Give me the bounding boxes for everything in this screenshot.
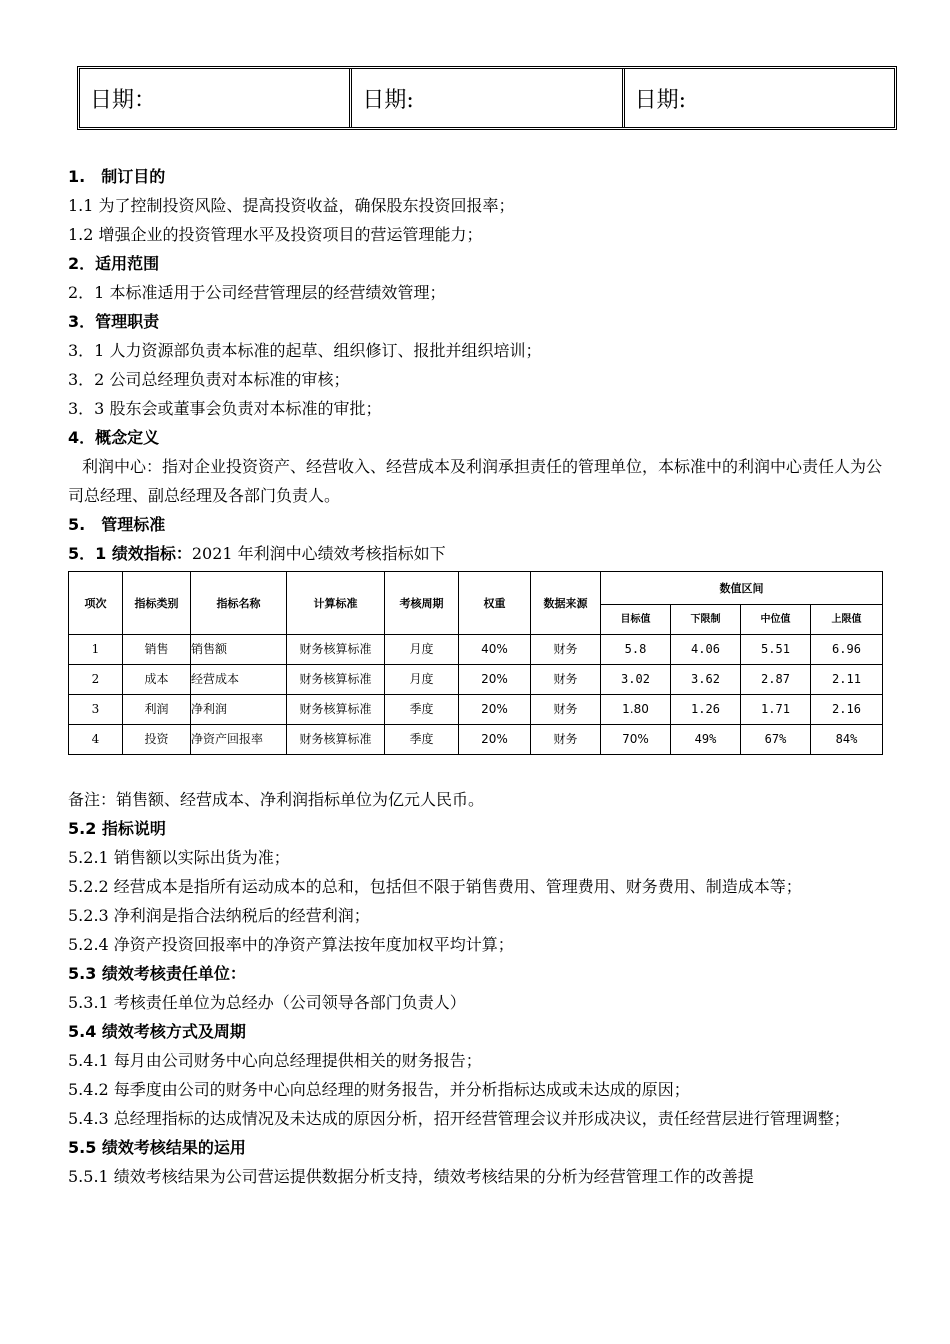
table-cell: 经营成本: [191, 665, 287, 695]
paragraph: 5.2.4 净资产投资回报率中的净资产算法按年度加权平均计算；: [68, 935, 514, 954]
date-cell-3: 日期:: [634, 87, 687, 113]
paragraph: 5.4.1 每月由公司财务中心向总经理提供相关的财务报告；: [68, 1051, 482, 1070]
table-cell: 投资: [123, 725, 191, 755]
table-cell: 财务核算标准: [287, 725, 385, 755]
paragraph: 5.2.2 经营成本是指所有运动成本的总和，包括但不限于销售费用、管理费用、财务费用、制造成本等；: [68, 877, 802, 896]
table-cell: 财务核算标准: [287, 635, 385, 665]
paragraph: 3．2 公司总经理负责对本标准的审核；: [68, 370, 350, 389]
table-cell: 月度: [385, 665, 459, 695]
table-cell: 净资产回报率: [191, 725, 287, 755]
table-row: [69, 635, 883, 665]
paragraph: 利润中心：指对企业投资资产、经营收入、经营成本及利润承担责任的管理单位，本标准中的利润中心责任人为公司总经理、副总经理及各部门负责人。: [68, 457, 883, 505]
date-cell-2: 日期:: [352, 69, 624, 127]
paragraph: 5.3.1 考核责任单位为总经办（公司领导各部门负责人）: [68, 993, 466, 1012]
subsection-5-1-label: 5．1 绩效指标：: [68, 544, 192, 563]
table-cell: 84%: [811, 725, 883, 755]
sub-header-cell: 上限值: [811, 605, 883, 635]
header-cell: 项次: [69, 572, 123, 635]
section-heading-4: 4．概念定义: [68, 428, 160, 447]
table-cell: 2.11: [811, 665, 883, 695]
section-heading-2: 2．适用范围: [68, 254, 160, 273]
section-heading-3: 3．管理职责: [68, 312, 160, 331]
table-cell: 3.62: [671, 665, 741, 695]
table-cell: 利润: [123, 695, 191, 725]
signature-date-table: [77, 66, 897, 130]
subsection-heading: 5.3 绩效考核责任单位：: [68, 964, 246, 983]
header-cell: 指标类别: [123, 572, 191, 635]
section-heading-5: 5. 管理标准: [68, 515, 166, 534]
section-heading-1: 1. 制订目的: [68, 167, 166, 186]
table-cell: 财务: [531, 635, 601, 665]
subsection-heading: 5.4 绩效考核方式及周期: [68, 1022, 246, 1041]
table-cell: 49%: [671, 725, 741, 755]
paragraph: 1.1 为了控制投资风险、提高投资收益，确保股东投资回报率；: [68, 196, 515, 215]
paragraph: 3．3 股东会或董事会负责对本标准的审批；: [68, 399, 382, 418]
sub-header-cell: 下限制: [671, 605, 741, 635]
paragraph: 5.4.3 总经理指标的达成情况及未达成的原因分析，招开经营管理会议并形成决议，责任经营层进行管理调整；: [68, 1109, 850, 1128]
table-row: [69, 665, 883, 695]
table-cell: 4.06: [671, 635, 741, 665]
paragraph: 2．1 本标准适用于公司经营管理层的经营绩效管理；: [68, 283, 446, 302]
table-cell: 6.96: [811, 635, 883, 665]
table-cell: 2.87: [741, 665, 811, 695]
subsection-heading: 5.2 指标说明: [68, 819, 166, 838]
header-cell: 数据来源: [531, 572, 601, 635]
table-cell: 5.8: [601, 635, 671, 665]
paragraph: 5.2.1 销售额以实际出货为准；: [68, 848, 290, 867]
table-cell: 财务: [531, 665, 601, 695]
subsection-5-1-text: 2021 年利润中心绩效考核指标如下: [191, 544, 446, 563]
table-cell: 70%: [601, 725, 671, 755]
table-cell: 20%: [459, 695, 531, 725]
table-cell: 3: [69, 695, 123, 725]
paragraph: 5.5.1 绩效考核结果为公司营运提供数据分析支持，绩效考核结果的分析为经营管理工作的改善提: [68, 1167, 754, 1186]
kpi-table: [68, 571, 883, 755]
table-cell: 财务核算标准: [287, 695, 385, 725]
header-cell: 计算标准: [287, 572, 385, 635]
table-cell: 财务核算标准: [287, 665, 385, 695]
table-row: [69, 725, 883, 755]
table-cell: 1.80: [601, 695, 671, 725]
table-cell: 2.16: [811, 695, 883, 725]
table-cell: 季度: [385, 695, 459, 725]
table-cell: 财务: [531, 695, 601, 725]
table-cell: 67%: [741, 725, 811, 755]
paragraph: 1.2 增强企业的投资管理水平及投资项目的营运管理能力；: [68, 225, 483, 244]
header-cell-range: 数值区间: [601, 572, 883, 605]
subsection-5-1: [68, 539, 886, 568]
table-cell: 20%: [459, 725, 531, 755]
date-cell-1: 日期：: [80, 69, 352, 127]
table-cell: 财务: [531, 725, 601, 755]
header-cell: 指标名称: [191, 572, 287, 635]
table-row: [69, 695, 883, 725]
paragraph: 3．1 人力资源部负责本标准的起草、组织修订、报批并组织培训；: [68, 341, 542, 360]
paragraph: 5.2.3 净利润是指合法纳税后的经营利润；: [68, 906, 370, 925]
header-cell: 考核周期: [385, 572, 459, 635]
table-cell: 5.51: [741, 635, 811, 665]
table-cell: 季度: [385, 725, 459, 755]
table-note: 备注：销售额、经营成本、净利润指标单位为亿元人民币。: [68, 790, 485, 809]
table-cell: 月度: [385, 635, 459, 665]
table-cell: 销售: [123, 635, 191, 665]
table-cell: 20%: [459, 665, 531, 695]
table-cell: 40%: [459, 635, 531, 665]
header-cell: 权重: [459, 572, 531, 635]
table-cell: 1.26: [671, 695, 741, 725]
table-cell: 1: [69, 635, 123, 665]
subsection-heading: 5.5 绩效考核结果的运用: [68, 1138, 246, 1157]
table-cell: 3.02: [601, 665, 671, 695]
sub-header-cell: 中位值: [741, 605, 811, 635]
table-cell: 成本: [123, 665, 191, 695]
table-cell: 4: [69, 725, 123, 755]
document-body: [68, 162, 886, 1191]
sub-header-cell: 目标值: [601, 605, 671, 635]
table-cell: 2: [69, 665, 123, 695]
table-cell: 销售额: [191, 635, 287, 665]
paragraph: 5.4.2 每季度由公司的财务中心向总经理的财务报告，并分析指标达成或未达成的原因；: [68, 1080, 690, 1099]
table-cell: 净利润: [191, 695, 287, 725]
table-cell: 1.71: [741, 695, 811, 725]
